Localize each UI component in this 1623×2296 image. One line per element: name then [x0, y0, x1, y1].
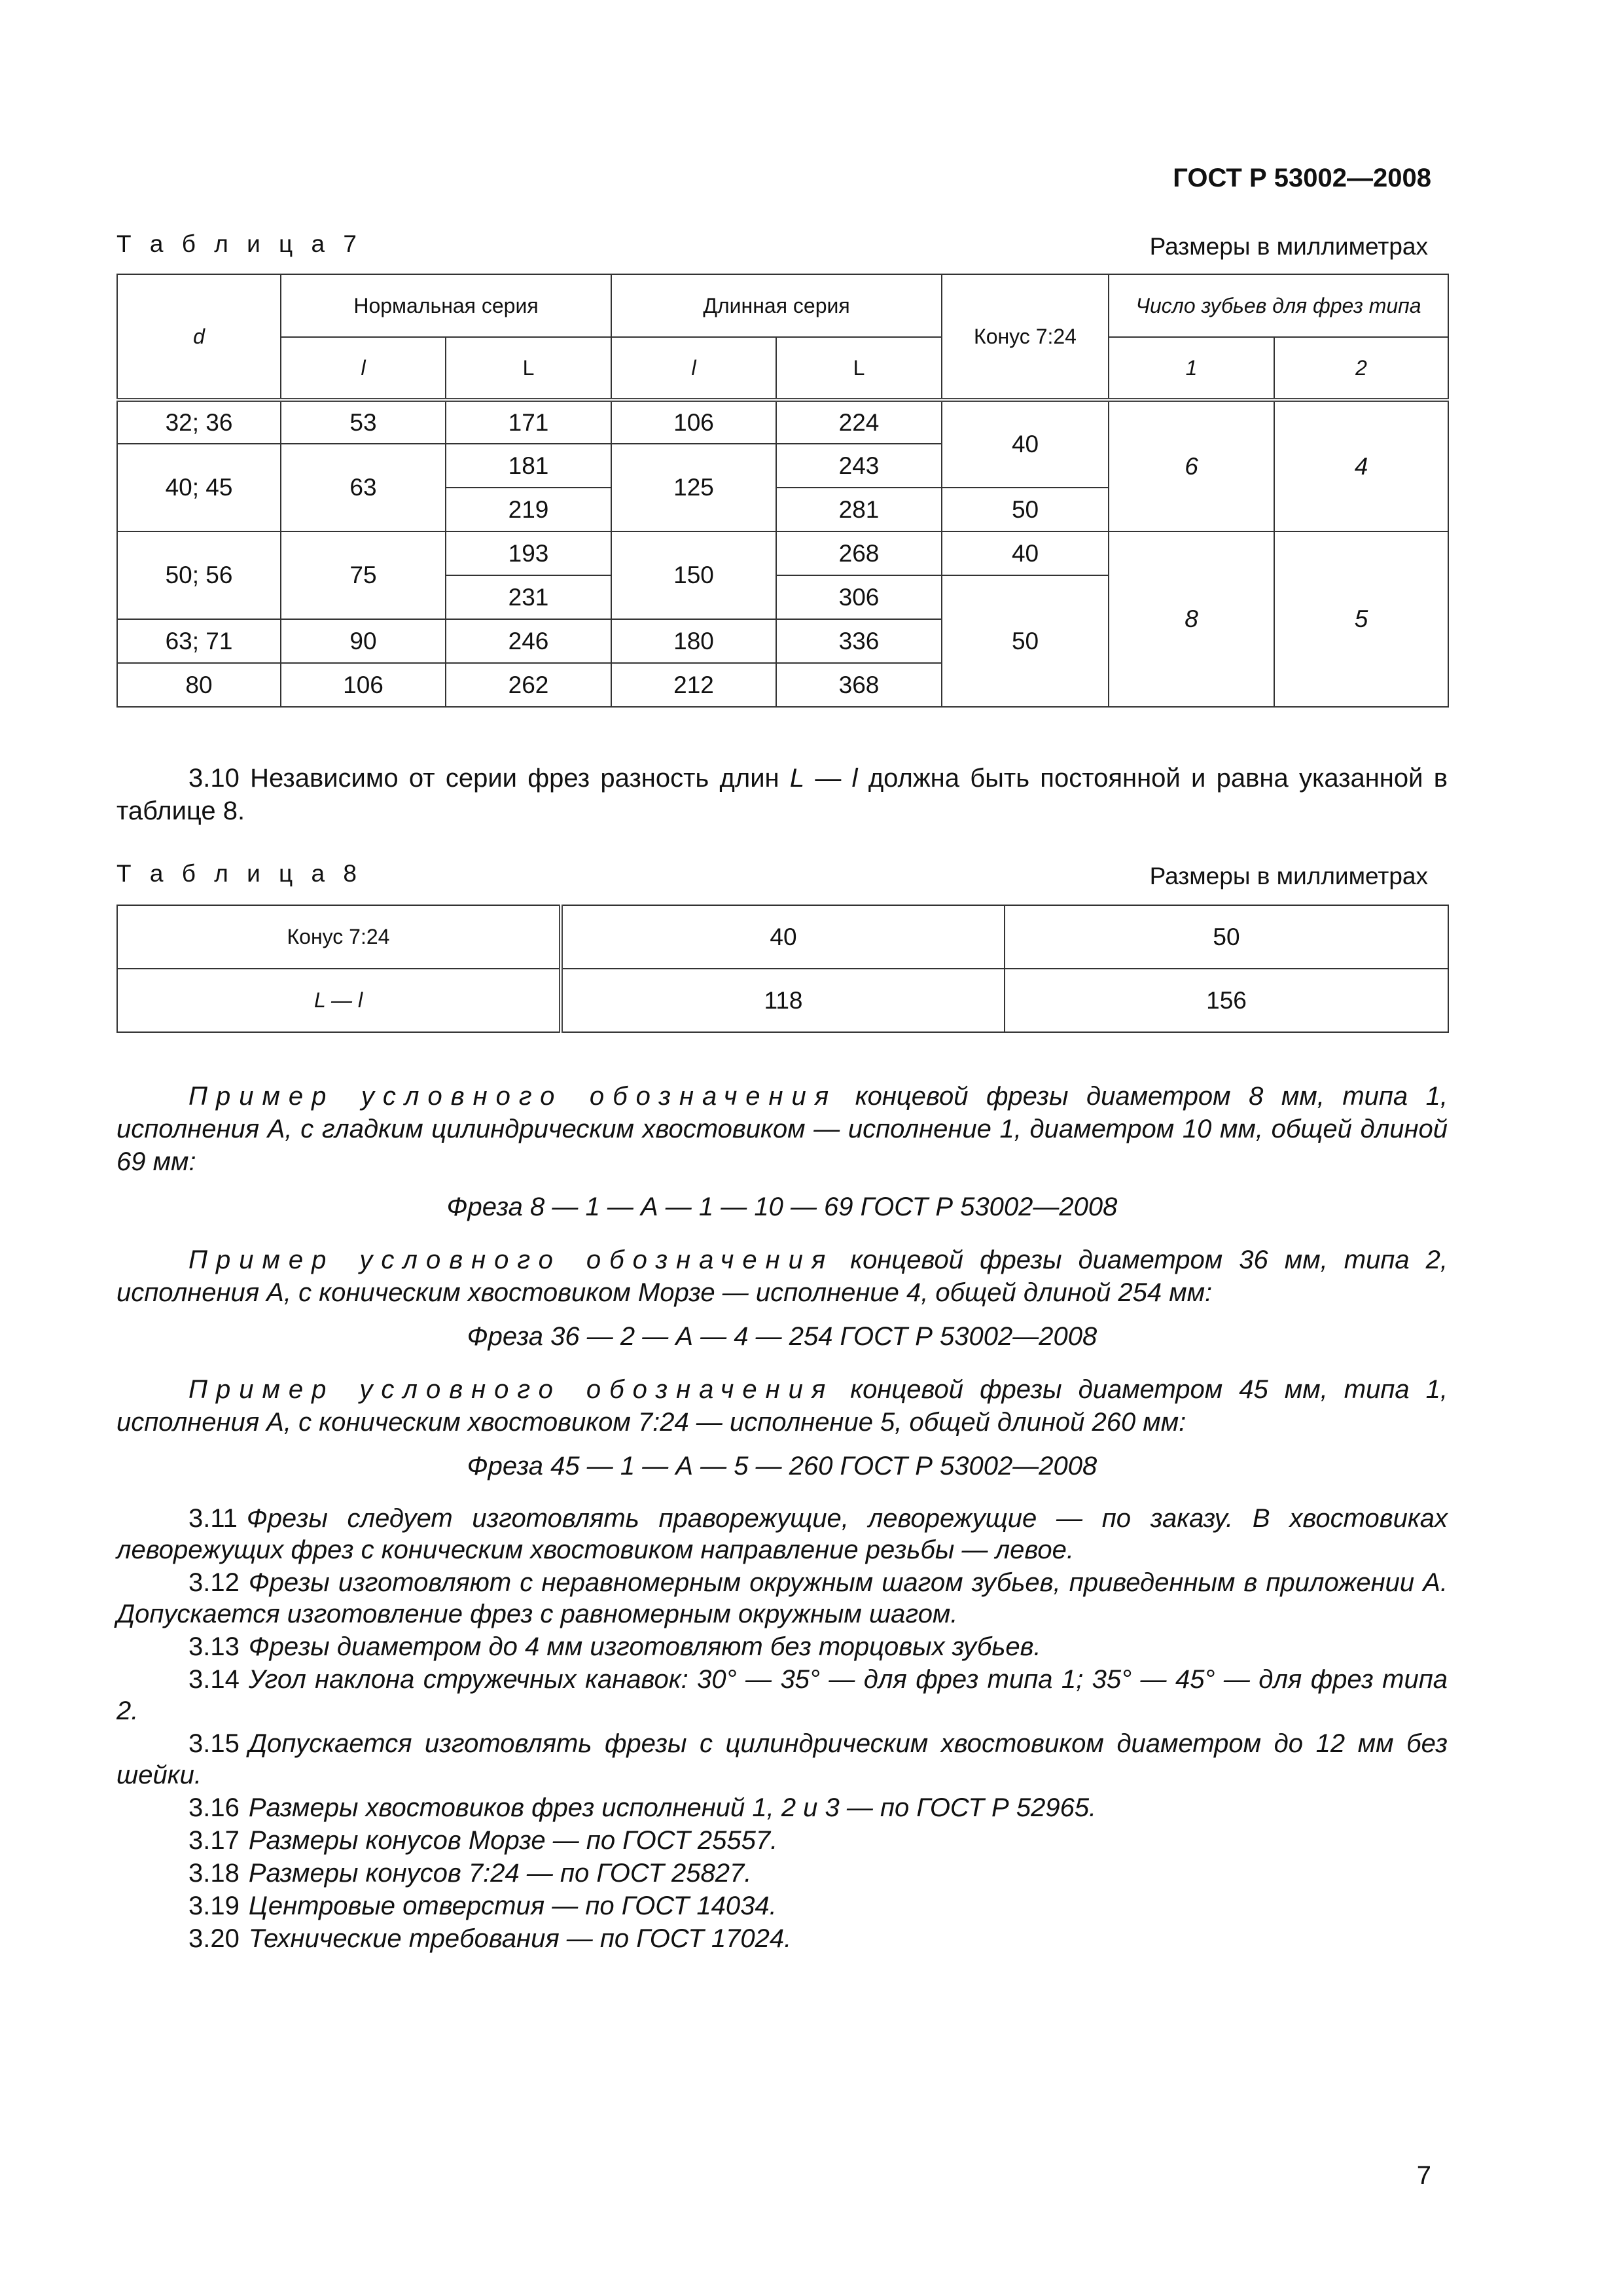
item-number: 3.15 — [188, 1729, 240, 1758]
item-text: Центровые отверстия — по ГОСТ 14034. — [248, 1892, 777, 1920]
cell: 40 — [561, 905, 1005, 969]
type1-header: 1 — [1109, 337, 1274, 400]
cell: 150 — [611, 531, 776, 619]
table7-caption: Т а б л и ц а 7 — [116, 230, 363, 257]
cell: 40 — [942, 400, 1109, 488]
item-3-17 — [116, 1825, 1448, 1856]
cell: 281 — [776, 488, 942, 531]
item-number: 3.18 — [188, 1859, 240, 1888]
item-text: Размеры хвостовиков фрез исполнений 1, 2 и 3 — по ГОСТ Р 52965. — [248, 1793, 1097, 1822]
cell: 50 — [942, 575, 1109, 707]
example-lead: Пример условного обозначения — [188, 1246, 834, 1274]
item-text: Угол наклона стружечных канавок: 30° — 35° — для фрез типа 1; 35° — 45° — для фрез типа 2. — [116, 1665, 1448, 1725]
cell: 40 — [942, 531, 1109, 575]
cell: 125 — [611, 444, 776, 531]
normal-series-header: Нормальная серия — [281, 274, 611, 337]
cell: 243 — [776, 444, 942, 488]
cell: 90 — [281, 619, 446, 663]
item-number: 3.14 — [188, 1665, 240, 1694]
normal-L-header: L — [446, 337, 611, 400]
table7 — [116, 274, 1449, 708]
long-L-header: L — [776, 337, 942, 400]
example-2-formula: Фреза 36 — 2 — А — 4 — 254 ГОСТ Р 53002—2008 — [467, 1322, 1097, 1351]
item-3-13 — [116, 1631, 1448, 1662]
table8 — [116, 905, 1449, 1033]
item-number: 3.16 — [188, 1793, 240, 1822]
long-series-header: Длинная серия — [611, 274, 942, 337]
item-number: 3.12 — [188, 1568, 240, 1597]
cell: 368 — [776, 663, 942, 707]
item-text: Технические требования — по ГОСТ 17024. — [248, 1924, 792, 1953]
cell: 5 — [1274, 531, 1448, 707]
cell: 8 — [1109, 531, 1274, 707]
para-3-10-text-a: 3.10 Независимо от серии фрез разность длин — [188, 764, 790, 793]
example-text: концевой фрезы диаметром 36 мм, типа 2, исполнения А, с коническим хвостовиком Морзе — исполнение 4, общей длиной 254 мм: — [116, 1246, 1448, 1307]
cell: 106 — [281, 663, 446, 707]
item-number: 3.20 — [188, 1924, 240, 1953]
cell: 50 — [942, 488, 1109, 531]
teeth-header: Число зубьев для фрез типа — [1109, 274, 1448, 337]
cell: 40; 45 — [117, 444, 281, 531]
para-3-10-text-b: должна быть постоянной и равна указанной в таблице 8. — [116, 764, 1448, 825]
item-3-18 — [116, 1857, 1448, 1889]
item-text: Фрезы диаметром до 4 мм изготовляют без торцовых зубьев. — [248, 1632, 1041, 1661]
para-3-10 — [116, 762, 1448, 827]
item-number: 3.13 — [188, 1632, 240, 1661]
cell: 224 — [776, 400, 942, 444]
table7-units: Размеры в миллиметрах — [1149, 233, 1428, 260]
symbol-L: L — [789, 764, 805, 793]
standard-header: ГОСТ Р 53002—2008 — [1173, 164, 1431, 192]
cell: 262 — [446, 663, 611, 707]
symbol-l: l — [851, 764, 858, 793]
cell: 181 — [446, 444, 611, 488]
dash: — — [804, 764, 852, 793]
item-number: 3.17 — [188, 1826, 240, 1855]
item-3-20 — [116, 1923, 1448, 1954]
cell: 156 — [1005, 969, 1448, 1032]
item-3-11 — [116, 1503, 1448, 1566]
item-3-19 — [116, 1890, 1448, 1922]
cell: 4 — [1274, 400, 1448, 531]
cell: 106 — [611, 400, 776, 444]
item-text: Фрезы изготовляют с неравномерным окружным шагом зубьев, приведенным в приложении А. Допускается изготовление фрез с равномерным окружным шагом. — [116, 1568, 1448, 1628]
cell: 246 — [446, 619, 611, 663]
table8-units: Размеры в миллиметрах — [1149, 863, 1428, 889]
item-text: Размеры конусов Морзе — по ГОСТ 25557. — [248, 1826, 778, 1855]
example-1-formula: Фреза 8 — 1 — А — 1 — 10 — 69 ГОСТ Р 53002—2008 — [446, 1193, 1118, 1221]
item-number: 3.11 — [188, 1504, 238, 1533]
cell: 306 — [776, 575, 942, 619]
cell: 212 — [611, 663, 776, 707]
item-3-16 — [116, 1792, 1448, 1823]
col-d-header: d — [117, 274, 281, 400]
cell: 32; 36 — [117, 400, 281, 444]
cell: 171 — [446, 400, 611, 444]
page-number: 7 — [1416, 2161, 1431, 2190]
type2-header: 2 — [1274, 337, 1448, 400]
cell: 336 — [776, 619, 942, 663]
item-text: Размеры конусов 7:24 — по ГОСТ 25827. — [248, 1859, 752, 1888]
example-lead: Пример условного обозначения — [188, 1375, 834, 1404]
example-1 — [116, 1080, 1448, 1178]
cone-label: Конус 7:24 — [117, 905, 561, 969]
item-3-14 — [116, 1664, 1448, 1727]
example-lead: Пример условного обозначения — [188, 1082, 838, 1111]
item-3-15 — [116, 1728, 1448, 1791]
cell: 193 — [446, 531, 611, 575]
cell: 63 — [281, 444, 446, 531]
cell: 50; 56 — [117, 531, 281, 619]
table8-caption: Т а б л и ц а 8 — [116, 860, 363, 887]
example-2 — [116, 1244, 1448, 1309]
cell: 268 — [776, 531, 942, 575]
cell: 180 — [611, 619, 776, 663]
long-l-header: l — [611, 337, 776, 400]
cone-header: Конус 7:24 — [942, 274, 1109, 400]
normal-l-header: l — [281, 337, 446, 400]
item-number: 3.19 — [188, 1892, 240, 1920]
cell: 75 — [281, 531, 446, 619]
item-text: Допускается изготовлять фрезы с цилиндрическим хвостовиком диаметром до 12 мм без шейки. — [116, 1729, 1448, 1789]
cell: 53 — [281, 400, 446, 444]
example-text: концевой фрезы диаметром 45 мм, типа 1, исполнения А, с коническим хвостовиком 7:24 — исполнение 5, общей длиной 260 мм: — [116, 1375, 1448, 1437]
cell: 50 — [1005, 905, 1448, 969]
cell: 118 — [561, 969, 1005, 1032]
example-3 — [116, 1373, 1448, 1439]
item-3-12 — [116, 1567, 1448, 1630]
example-3-formula: Фреза 45 — 1 — А — 5 — 260 ГОСТ Р 53002—2008 — [467, 1452, 1097, 1480]
length-diff-label: L — l — [117, 969, 561, 1032]
cell: 80 — [117, 663, 281, 707]
cell: 219 — [446, 488, 611, 531]
cell: 231 — [446, 575, 611, 619]
example-text: концевой фрезы диаметром 8 мм, типа 1, исполнения А, с гладким цилиндрическим хвостовиком — исполнение 1, диаметром 10 мм, общей длиной 69 мм: — [116, 1082, 1448, 1176]
cell: 6 — [1109, 400, 1274, 531]
cell: 63; 71 — [117, 619, 281, 663]
item-text: Фрезы следует изготовлять праворежущие, леворежущие — по заказу. В хвостовиках леворежущих фрез с коническим хвостовиком направление резьбы — левое. — [116, 1504, 1448, 1564]
